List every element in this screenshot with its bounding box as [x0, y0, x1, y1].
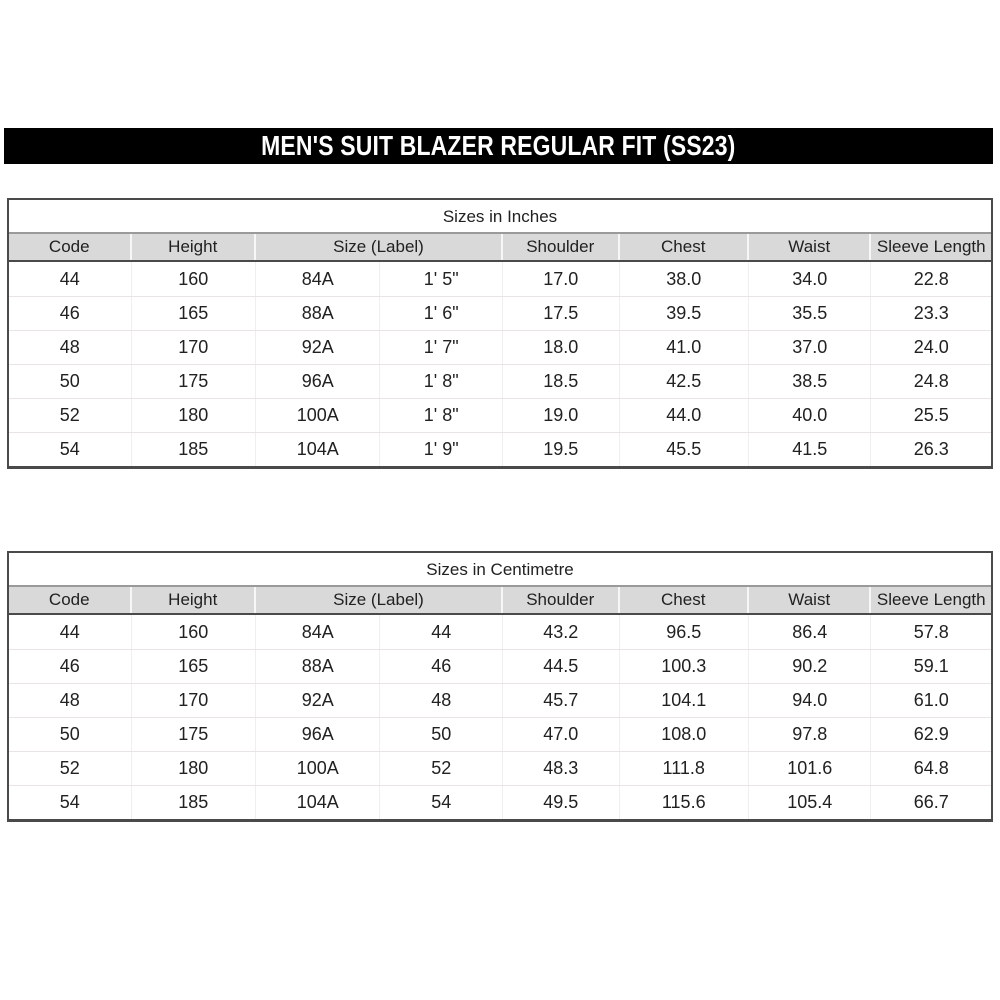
table-cell: 1' 8": [380, 399, 503, 432]
column-header: Waist: [749, 234, 872, 260]
table-cell: 18.5: [503, 365, 620, 398]
table-cell: 19.0: [503, 399, 620, 432]
table-cell: 57.8: [913, 621, 949, 642]
table-cell: 59.1: [913, 656, 949, 676]
table-cell: 25.5: [913, 405, 949, 425]
table-cell: 104.1: [620, 684, 749, 717]
table-row: [9, 262, 991, 296]
table-cell: 101.6: [749, 752, 872, 785]
table-header-row: [9, 587, 991, 615]
table-cell: 44: [9, 615, 132, 649]
table-cell: 54: [9, 786, 132, 819]
page-title: MEN'S SUIT BLAZER REGULAR FIT (SS23): [261, 130, 736, 161]
table-cell: 84A: [256, 262, 381, 296]
table-cell: 185: [132, 786, 256, 819]
table-cell: 22.8: [913, 268, 949, 289]
table-cell: 165: [132, 650, 256, 683]
table-cell: 185: [132, 433, 256, 466]
table-cell: 96A: [256, 718, 381, 751]
column-header: Shoulder: [503, 587, 620, 613]
table-cell: 17.0: [503, 262, 620, 296]
table-cell: 96.5: [620, 615, 749, 649]
table-cell: 64.8: [913, 758, 949, 778]
column-header: Sleeve Length: [876, 590, 986, 609]
column-header: Code: [9, 587, 132, 613]
column-header: Code: [9, 234, 132, 260]
column-header: Size (Label): [256, 587, 503, 613]
table-cell: 50: [380, 718, 503, 751]
table-cell: 170: [132, 331, 256, 364]
table-cell: 46: [9, 297, 132, 330]
table-title: Sizes in Centimetre: [9, 553, 991, 587]
table-row: [9, 364, 991, 398]
table-cell: 100A: [256, 399, 381, 432]
table-cell: 94.0: [749, 684, 872, 717]
table-cell: 48: [9, 684, 132, 717]
column-header: Sleeve Length: [876, 237, 986, 256]
table-cell: 97.8: [749, 718, 872, 751]
table-row: [9, 785, 991, 819]
table-cell: 105.4: [749, 786, 872, 819]
table-cell: 47.0: [503, 718, 620, 751]
table-cell: 175: [132, 365, 256, 398]
table-cell: 90.2: [749, 650, 872, 683]
table-cell: 50: [9, 365, 132, 398]
table-cell: 26.3: [913, 439, 949, 459]
column-header: Waist: [749, 587, 872, 613]
table-cell: 18.0: [503, 331, 620, 364]
column-header: Height: [132, 587, 256, 613]
table-cell: 170: [132, 684, 256, 717]
table-cell: 52: [380, 752, 503, 785]
table-cell: 46: [9, 650, 132, 683]
table-cell: 52: [9, 399, 132, 432]
table-cell: 40.0: [749, 399, 872, 432]
column-header: Chest: [620, 587, 749, 613]
table-cell: 96A: [256, 365, 381, 398]
table-cell: 62.9: [913, 724, 949, 744]
table-cell: 1' 9": [380, 433, 503, 466]
table-cell: 42.5: [620, 365, 749, 398]
table-cell: 100.3: [620, 650, 749, 683]
column-header: Shoulder: [503, 234, 620, 260]
table-cell: 45.5: [620, 433, 749, 466]
table-cell: 1' 6": [380, 297, 503, 330]
table-cell: 84A: [256, 615, 381, 649]
table-cell: 48: [9, 331, 132, 364]
table-row: [9, 296, 991, 330]
table-cell: 111.8: [620, 752, 749, 785]
table-row: [9, 717, 991, 751]
table-cell: 19.5: [503, 433, 620, 466]
table-cell: 44.5: [503, 650, 620, 683]
table-cell: 44: [9, 262, 132, 296]
table-row: [9, 398, 991, 432]
table-cell: 104A: [256, 433, 381, 466]
table-cell: 52: [9, 752, 132, 785]
table-cell: 61.0: [913, 690, 949, 710]
column-header: Size (Label): [256, 234, 503, 260]
table-cell: 44: [380, 615, 503, 649]
sizes-in-centimetre-table: [7, 551, 993, 822]
table-cell: 1' 7": [380, 331, 503, 364]
table-cell: 108.0: [620, 718, 749, 751]
table-cell: 165: [132, 297, 256, 330]
table-cell: 50: [9, 718, 132, 751]
table-cell: 92A: [256, 331, 381, 364]
table-cell: 92A: [256, 684, 381, 717]
table-cell: 54: [380, 786, 503, 819]
table-cell: 38.0: [620, 262, 749, 296]
table-cell: 39.5: [620, 297, 749, 330]
table-cell: 24.0: [913, 337, 949, 357]
table-cell: 66.7: [913, 792, 949, 812]
table-cell: 48: [380, 684, 503, 717]
table-cell: 17.5: [503, 297, 620, 330]
table-cell: 23.3: [913, 303, 949, 323]
sizes-in-inches-table: [7, 198, 993, 469]
title-bar: [4, 128, 993, 164]
table-cell: 1' 5": [380, 262, 503, 296]
table-cell: 160: [132, 615, 256, 649]
table-cell: 24.8: [913, 371, 949, 391]
table-cell: 41.0: [620, 331, 749, 364]
table-header-row: [9, 234, 991, 262]
table-cell: 35.5: [749, 297, 872, 330]
column-header: Height: [132, 234, 256, 260]
table-cell: 46: [380, 650, 503, 683]
table-row: [9, 683, 991, 717]
table-cell: 48.3: [503, 752, 620, 785]
table-cell: 45.7: [503, 684, 620, 717]
table-row: [9, 649, 991, 683]
table-cell: 88A: [256, 650, 381, 683]
table-cell: 54: [9, 433, 132, 466]
table-row: [9, 751, 991, 785]
table-cell: 175: [132, 718, 256, 751]
table-row: [9, 615, 991, 649]
table-cell: 38.5: [749, 365, 872, 398]
table-cell: 180: [132, 752, 256, 785]
table-cell: 100A: [256, 752, 381, 785]
table-cell: 37.0: [749, 331, 872, 364]
table-cell: 41.5: [749, 433, 872, 466]
table-title: Sizes in Inches: [9, 200, 991, 234]
table-row: [9, 432, 991, 466]
table-cell: 86.4: [749, 615, 872, 649]
table-cell: 44.0: [620, 399, 749, 432]
table-cell: 1' 8": [380, 365, 503, 398]
table-cell: 115.6: [620, 786, 749, 819]
table-cell: 180: [132, 399, 256, 432]
table-cell: 43.2: [503, 615, 620, 649]
table-cell: 104A: [256, 786, 381, 819]
table-cell: 88A: [256, 297, 381, 330]
table-cell: 49.5: [503, 786, 620, 819]
table-cell: 34.0: [749, 262, 872, 296]
column-header: Chest: [620, 234, 749, 260]
table-cell: 160: [132, 262, 256, 296]
table-row: [9, 330, 991, 364]
